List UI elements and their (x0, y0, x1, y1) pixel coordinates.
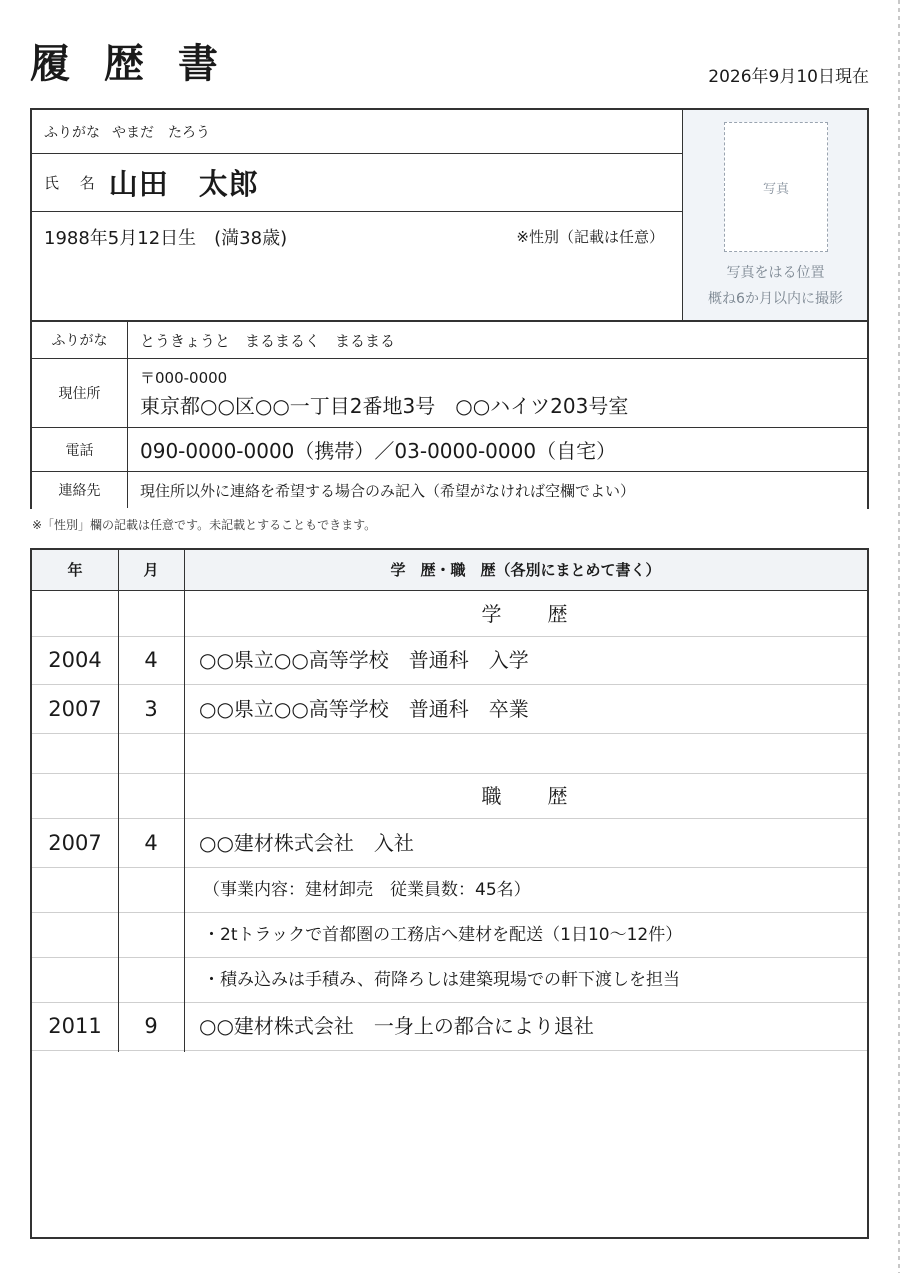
column-month-header: 月 (143, 561, 159, 579)
history-description-cell[interactable]: （事業内容：建材卸売 従業員数：45名） (203, 880, 531, 900)
birth-date[interactable]: 1988年5月12日生 (満38歳) (44, 228, 288, 249)
gender-note: ※性別（記載は任意） (516, 228, 664, 246)
name-furigana-row (32, 110, 682, 154)
history-row (32, 1003, 867, 1051)
history-row (32, 734, 867, 774)
address-furigana-row (32, 322, 867, 359)
contact-value[interactable]: 現住所以外に連絡を希望する場合のみ記入（希望がなければ空欄でよい） (140, 481, 636, 500)
history-row (32, 868, 867, 913)
phone-row (32, 428, 867, 472)
history-row (32, 592, 867, 637)
photo-label: 写真 (762, 181, 789, 197)
history-month-cell[interactable]: 9 (144, 1014, 158, 1038)
history-row (32, 819, 867, 868)
history-description-cell[interactable]: ○○県立○○高等学校 普通科 入学 (199, 648, 529, 672)
name-value[interactable]: 山田 太郎 (108, 167, 259, 201)
history-section-heading[interactable]: 学 歴 (481, 602, 570, 626)
address-box (30, 322, 869, 509)
document-title: 履 歴 書 (30, 41, 228, 87)
history-row (32, 774, 867, 819)
history-year-cell[interactable]: 2004 (48, 648, 102, 672)
history-table (30, 548, 869, 1239)
name-furigana-label: ふりがな (44, 124, 100, 141)
profile-fields (32, 110, 682, 320)
history-year-cell[interactable]: 2011 (48, 1014, 102, 1038)
history-row (32, 958, 867, 1003)
history-description-cell[interactable]: ・積み込みは手積み、荷降ろしは建築現場での軒下渡しを担当 (203, 970, 681, 990)
history-year-cell[interactable]: 2007 (48, 831, 102, 855)
history-month-cell[interactable]: 4 (144, 831, 158, 855)
name-label: 氏 名 (44, 174, 103, 192)
history-description-cell[interactable]: ○○建材株式会社 入社 (199, 831, 414, 855)
contact-label: 連絡先 (32, 472, 128, 508)
address-row (32, 359, 867, 428)
photo-area (682, 110, 867, 320)
column-divider-year (118, 550, 119, 1052)
history-row (32, 913, 867, 958)
column-history-header: 学 歴・職 歴（各別にまとめて書く） (390, 561, 661, 579)
name-row (32, 154, 682, 212)
address-furigana-value[interactable]: とうきょうと まるまるく まるまる (140, 331, 396, 350)
history-description-cell[interactable]: ○○県立○○高等学校 普通科 卒業 (199, 697, 529, 721)
address-furigana-label: ふりがな (32, 322, 128, 358)
birth-row (32, 212, 682, 320)
profile-box (30, 108, 869, 322)
photo-note-position: 写真をはる位置 (726, 265, 825, 281)
name-furigana-value[interactable]: やまだ たろう (112, 124, 210, 141)
history-description-cell[interactable]: ・2tトラックで首都圏の工務店へ建材を配送（1日10〜12件） (203, 925, 683, 945)
photo-note-period: 概ね6か月以内に撮影 (708, 291, 843, 307)
history-description-cell[interactable]: ○○建材株式会社 一身上の都合により退社 (199, 1014, 594, 1038)
history-year-cell[interactable]: 2007 (48, 697, 102, 721)
address-value-cell[interactable] (128, 359, 867, 427)
column-year-header: 年 (67, 561, 83, 579)
history-row (32, 685, 867, 734)
address-label: 現住所 (32, 359, 128, 427)
column-divider-month (184, 550, 185, 1052)
history-header (32, 550, 867, 591)
photo-frame[interactable] (724, 122, 828, 252)
phone-label: 電話 (32, 428, 128, 471)
history-month-cell[interactable]: 3 (144, 697, 158, 721)
phone-value[interactable]: 090-0000-0000（携帯）／03-0000-0000（自宅） (140, 439, 617, 463)
address-value: 東京都○○区○○一丁目2番地3号 ○○ハイツ203号室 (140, 394, 629, 418)
document-date: 2026年9月10日現在 (708, 67, 869, 87)
history-row (32, 637, 867, 685)
contact-row (32, 472, 867, 508)
gender-footnote: ※「性別」欄の記載は任意です。未記載とすることもできます。 (32, 518, 377, 532)
history-section-heading[interactable]: 職 歴 (481, 784, 570, 808)
history-month-cell[interactable]: 4 (144, 648, 158, 672)
postal-code: 〒000-0000 (140, 369, 228, 387)
